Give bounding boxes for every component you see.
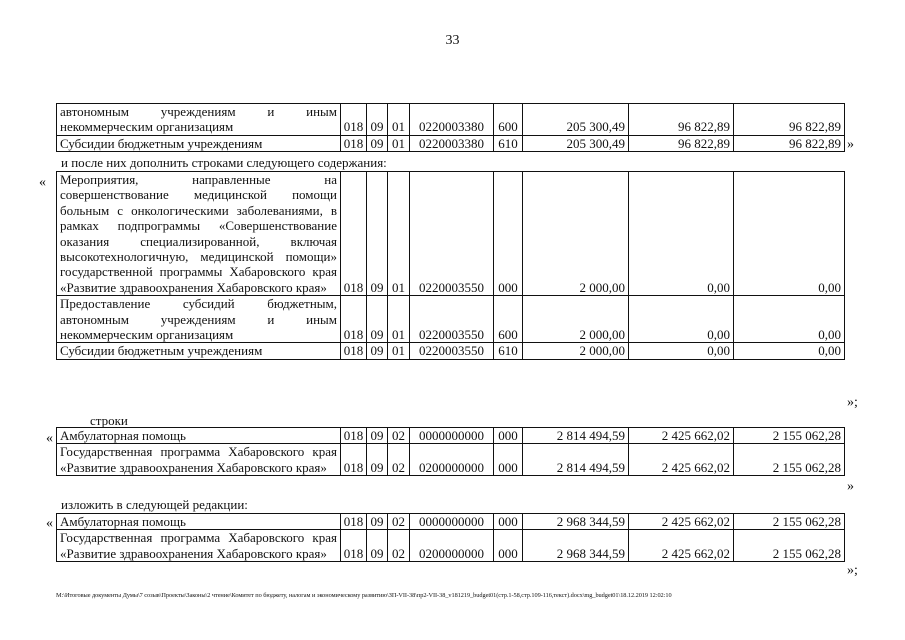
cell-csr: 0220003550: [410, 172, 494, 296]
table-old-rows: [56, 427, 845, 476]
cell-glav: 018: [341, 172, 367, 296]
caption-new-edition: изложить в следующей редакции:: [61, 497, 248, 512]
cell-rz: 09: [367, 172, 388, 296]
cell-pr: 01: [388, 296, 410, 343]
cell-amount-y3: 2 155 062,28: [734, 444, 845, 476]
cell-glav: 018: [341, 135, 367, 151]
cell-amount-y1: 2 968 344,59: [523, 514, 629, 530]
cell-csr: 0220003380: [410, 104, 494, 136]
cell-vr: 610: [494, 343, 523, 359]
table-continuation: [56, 103, 845, 152]
cell-amount-y2: 2 425 662,02: [629, 530, 734, 562]
cell-amount-y1: 2 000,00: [523, 296, 629, 343]
cell-pr: 01: [388, 135, 410, 151]
cell-amount-y2: 96 822,89: [629, 104, 734, 136]
cell-pr: 01: [388, 172, 410, 296]
open-quote: «: [46, 431, 53, 446]
cell-vr: 610: [494, 135, 523, 151]
cell-rz: 09: [367, 104, 388, 136]
table-row: [57, 104, 845, 136]
row-name: автономным учреждениям и иным некоммерческим организациям: [57, 104, 341, 136]
cell-vr: 000: [494, 514, 523, 530]
cell-amount-y1: 205 300,49: [523, 104, 629, 136]
cell-amount-y1: 2 814 494,59: [523, 428, 629, 444]
cell-amount-y3: 0,00: [734, 296, 845, 343]
cell-amount-y1: 205 300,49: [523, 135, 629, 151]
table-row: [57, 530, 845, 562]
open-quote: «: [46, 516, 53, 531]
table-row: [57, 343, 845, 359]
cell-csr: 0200000000: [410, 444, 494, 476]
cell-rz: 09: [367, 444, 388, 476]
cell-rz: 09: [367, 530, 388, 562]
cell-glav: 018: [341, 428, 367, 444]
row-name: Государственная программа Хабаровского края «Развитие здравоохранения Хабаровского края»: [57, 444, 341, 476]
cell-rz: 09: [367, 428, 388, 444]
cell-rz: 09: [367, 343, 388, 359]
cell-vr: 000: [494, 428, 523, 444]
cell-amount-y2: 2 425 662,02: [629, 444, 734, 476]
table-added-rows: [56, 171, 845, 360]
cell-amount-y2: 0,00: [629, 296, 734, 343]
cell-pr: 01: [388, 104, 410, 136]
cell-amount-y2: 96 822,89: [629, 135, 734, 151]
cell-glav: 018: [341, 444, 367, 476]
row-name: Субсидии бюджетным учреждениям: [57, 343, 341, 359]
cell-pr: 02: [388, 428, 410, 444]
cell-csr: 0000000000: [410, 514, 494, 530]
cell-vr: 600: [494, 296, 523, 343]
cell-amount-y3: 2 155 062,28: [734, 428, 845, 444]
table-row: [57, 428, 845, 444]
cell-amount-y1: 2 000,00: [523, 343, 629, 359]
caption-rows: строки: [90, 413, 128, 428]
cell-amount-y3: 0,00: [734, 343, 845, 359]
cell-pr: 02: [388, 514, 410, 530]
cell-amount-y1: 2 000,00: [523, 172, 629, 296]
cell-amount-y3: 96 822,89: [734, 135, 845, 151]
open-quote: «: [39, 175, 46, 190]
cell-csr: 0220003380: [410, 135, 494, 151]
cell-glav: 018: [341, 530, 367, 562]
table-row: [57, 444, 845, 476]
cell-vr: 600: [494, 104, 523, 136]
cell-glav: 018: [341, 296, 367, 343]
row-name: Амбулаторная помощь: [57, 428, 341, 444]
cell-vr: 000: [494, 172, 523, 296]
cell-amount-y2: 2 425 662,02: [629, 514, 734, 530]
cell-amount-y2: 0,00: [629, 172, 734, 296]
cell-csr: 0000000000: [410, 428, 494, 444]
table-new-rows: [56, 513, 845, 562]
table-row: [57, 296, 845, 343]
close-quote: »: [847, 479, 854, 494]
close-quote: »;: [847, 395, 858, 410]
row-name: Мероприятия, направленные на совершенствование медицинской помощи больным с онкологическими заболеваниями, в рамках подпрограммы «Совершенствование оказания специализированной, включая высокотехнологичную, медицинской помощи» государственной программы Хабаровского края «Развитие здравоохранения Хабаровского края»: [57, 172, 341, 296]
cell-pr: 01: [388, 343, 410, 359]
cell-amount-y3: 2 155 062,28: [734, 514, 845, 530]
row-name: Государственная программа Хабаровского края «Развитие здравоохранения Хабаровского края»: [57, 530, 341, 562]
table-row: [57, 172, 845, 296]
cell-glav: 018: [341, 343, 367, 359]
cell-amount-y3: 96 822,89: [734, 104, 845, 136]
cell-amount-y2: 2 425 662,02: [629, 428, 734, 444]
row-name: Субсидии бюджетным учреждениям: [57, 135, 341, 151]
cell-csr: 0200000000: [410, 530, 494, 562]
cell-csr: 0220003550: [410, 296, 494, 343]
cell-rz: 09: [367, 514, 388, 530]
row-name: Предоставление субсидий бюджетным, автономным учреждениям и иным некоммерческим организациям: [57, 296, 341, 343]
file-path-footer: M:\Итоговые документы Думы\7 созыв\Проекты\Законы\2 чтение\Комитет по бюджету, налогам и экономическому развитию\ЗП-VII-38\пр2-VII-38_v181219_budget01(стр.1-58,стр.109-116,текст).docx\mg_budget01\18.12.2019 12:02:10: [56, 592, 672, 599]
cell-amount-y2: 0,00: [629, 343, 734, 359]
close-quote: »: [847, 137, 854, 152]
cell-csr: 0220003550: [410, 343, 494, 359]
cell-rz: 09: [367, 135, 388, 151]
table-row: [57, 135, 845, 151]
row-name: Амбулаторная помощь: [57, 514, 341, 530]
table-row: [57, 514, 845, 530]
cell-amount-y3: 0,00: [734, 172, 845, 296]
cell-vr: 000: [494, 444, 523, 476]
cell-pr: 02: [388, 444, 410, 476]
page-number: 33: [445, 33, 460, 48]
cell-rz: 09: [367, 296, 388, 343]
cell-pr: 02: [388, 530, 410, 562]
cell-amount-y1: 2 968 344,59: [523, 530, 629, 562]
cell-amount-y1: 2 814 494,59: [523, 444, 629, 476]
cell-glav: 018: [341, 104, 367, 136]
cell-glav: 018: [341, 514, 367, 530]
close-quote: »;: [847, 563, 858, 578]
cell-amount-y3: 2 155 062,28: [734, 530, 845, 562]
cell-vr: 000: [494, 530, 523, 562]
caption-add-rows: и после них дополнить строками следующего содержания:: [61, 155, 387, 170]
